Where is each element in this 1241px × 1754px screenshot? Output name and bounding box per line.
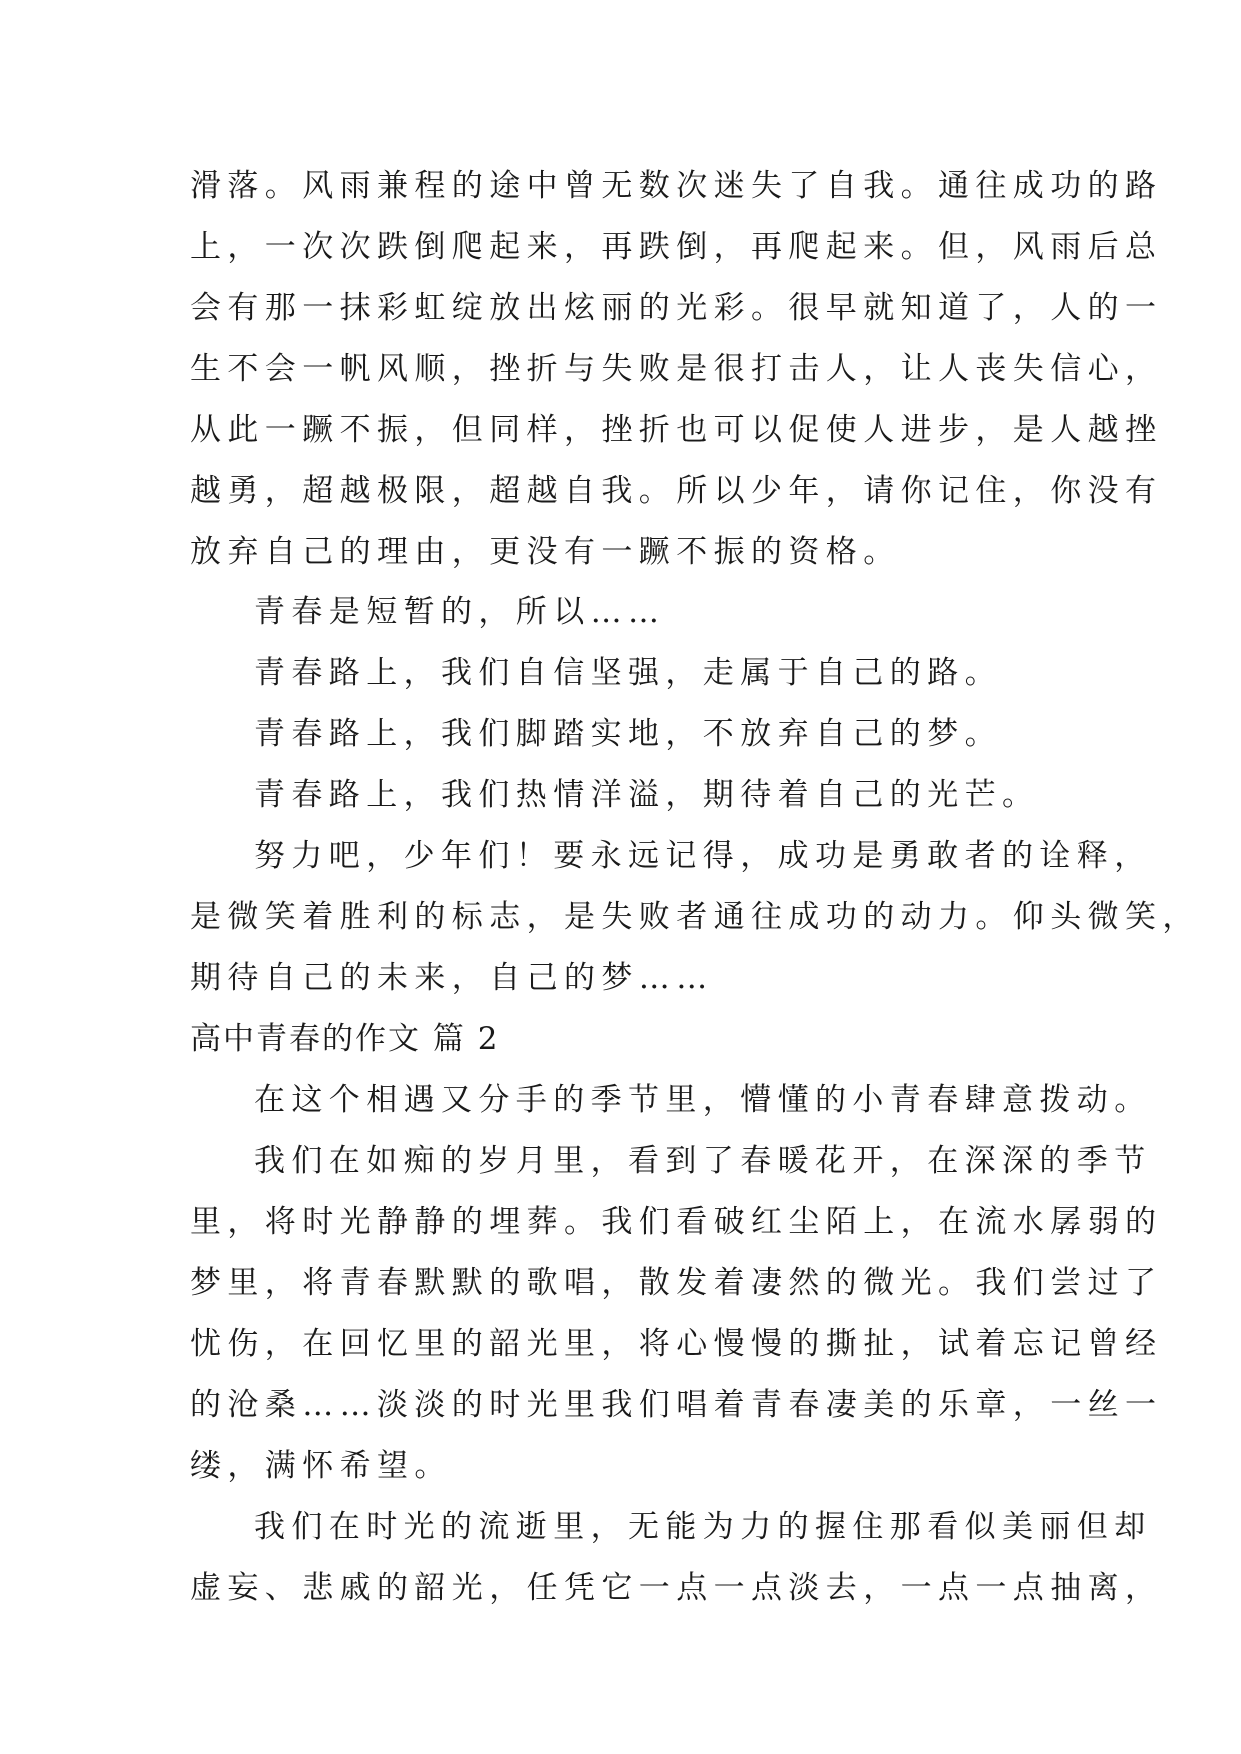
paragraph-line: 青春路上，我们热情洋溢，期待着自己的光芒。: [254, 777, 1040, 813]
paragraph-line: 上，一次次跌倒爬起来，再跌倒，再爬起来。但，风雨后总: [190, 229, 1163, 265]
paragraph-line: 梦里，将青春默默的歌唱，散发着凄然的微光。我们尝过了: [190, 1265, 1163, 1301]
paragraph-line: 生不会一帆风顺，挫折与失败是很打击人，让人丧失信心，: [190, 351, 1163, 387]
paragraph-line: 青春路上，我们自信坚强，走属于自己的路。: [254, 655, 1002, 691]
paragraph-line: 期待自己的未来，自己的梦……: [190, 960, 714, 996]
paragraph-line: 的沧桑……淡淡的时光里我们唱着青春凄美的乐章，一丝一: [190, 1387, 1163, 1423]
paragraph-line: 青春路上，我们脚踏实地，不放弃自己的梦。: [254, 716, 1002, 752]
paragraph-line: 我们在如痴的岁月里，看到了春暖花开，在深深的季节: [254, 1143, 1152, 1179]
paragraph-line: 我们在时光的流逝里，无能为力的握住那看似美丽但却: [254, 1509, 1152, 1545]
paragraph-line: 忧伤，在回忆里的韶光里，将心慢慢的撕扯，试着忘记曾经: [190, 1326, 1163, 1362]
paragraph-line: 里，将时光静静的埋葬。我们看破红尘陌上，在流水孱弱的: [190, 1204, 1163, 1240]
paragraph-line: 放弃自己的理由，更没有一蹶不振的资格。: [190, 534, 901, 570]
paragraph-line: 滑落。风雨兼程的途中曾无数次迷失了自我。通往成功的路: [190, 168, 1163, 204]
paragraph-line: 缕，满怀希望。: [190, 1448, 452, 1484]
paragraph-line: 越勇，超越极限，超越自我。所以少年，请你记住，你没有: [190, 473, 1163, 509]
paragraph-line: 是微笑着胜利的标志，是失败者通往成功的动力。仰头微笑，: [190, 899, 1200, 935]
paragraph-line: 会有那一抹彩虹绽放出炫丽的光彩。很早就知道了，人的一: [190, 290, 1163, 326]
paragraph-line: 青春是短暂的，所以……: [254, 594, 666, 630]
section-heading: 高中青春的作文 篇 2: [190, 1021, 500, 1057]
paragraph-line: 从此一蹶不振，但同样，挫折也可以促使人进步，是人越挫: [190, 412, 1163, 448]
paragraph-line: 努力吧，少年们！要永远记得，成功是勇敢者的诠释，: [254, 838, 1152, 874]
paragraph-line: 在这个相遇又分手的季节里，懵懂的小青春肆意拨动。: [254, 1082, 1152, 1118]
paragraph-line: 虚妄、悲戚的韶光，任凭它一点一点淡去，一点一点抽离，: [190, 1570, 1163, 1606]
